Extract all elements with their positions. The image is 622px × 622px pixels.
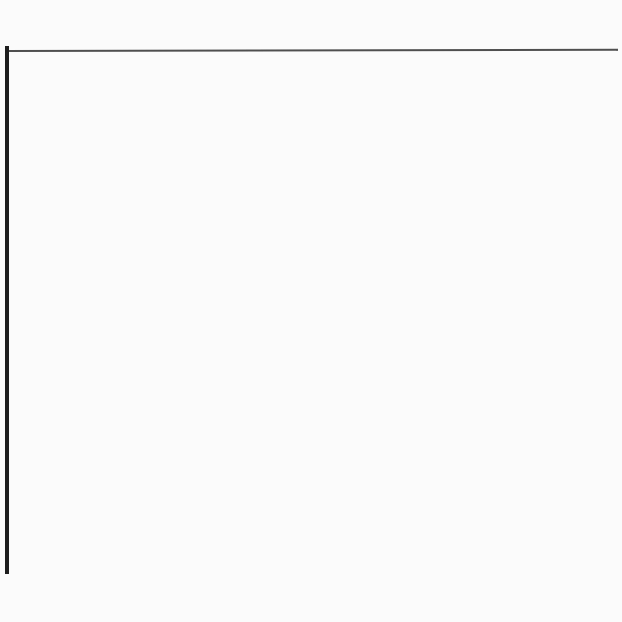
table-left-border [5, 46, 9, 574]
parts-cross-reference-table [9, 49, 618, 52]
parts-table-body [9, 51, 616, 52]
